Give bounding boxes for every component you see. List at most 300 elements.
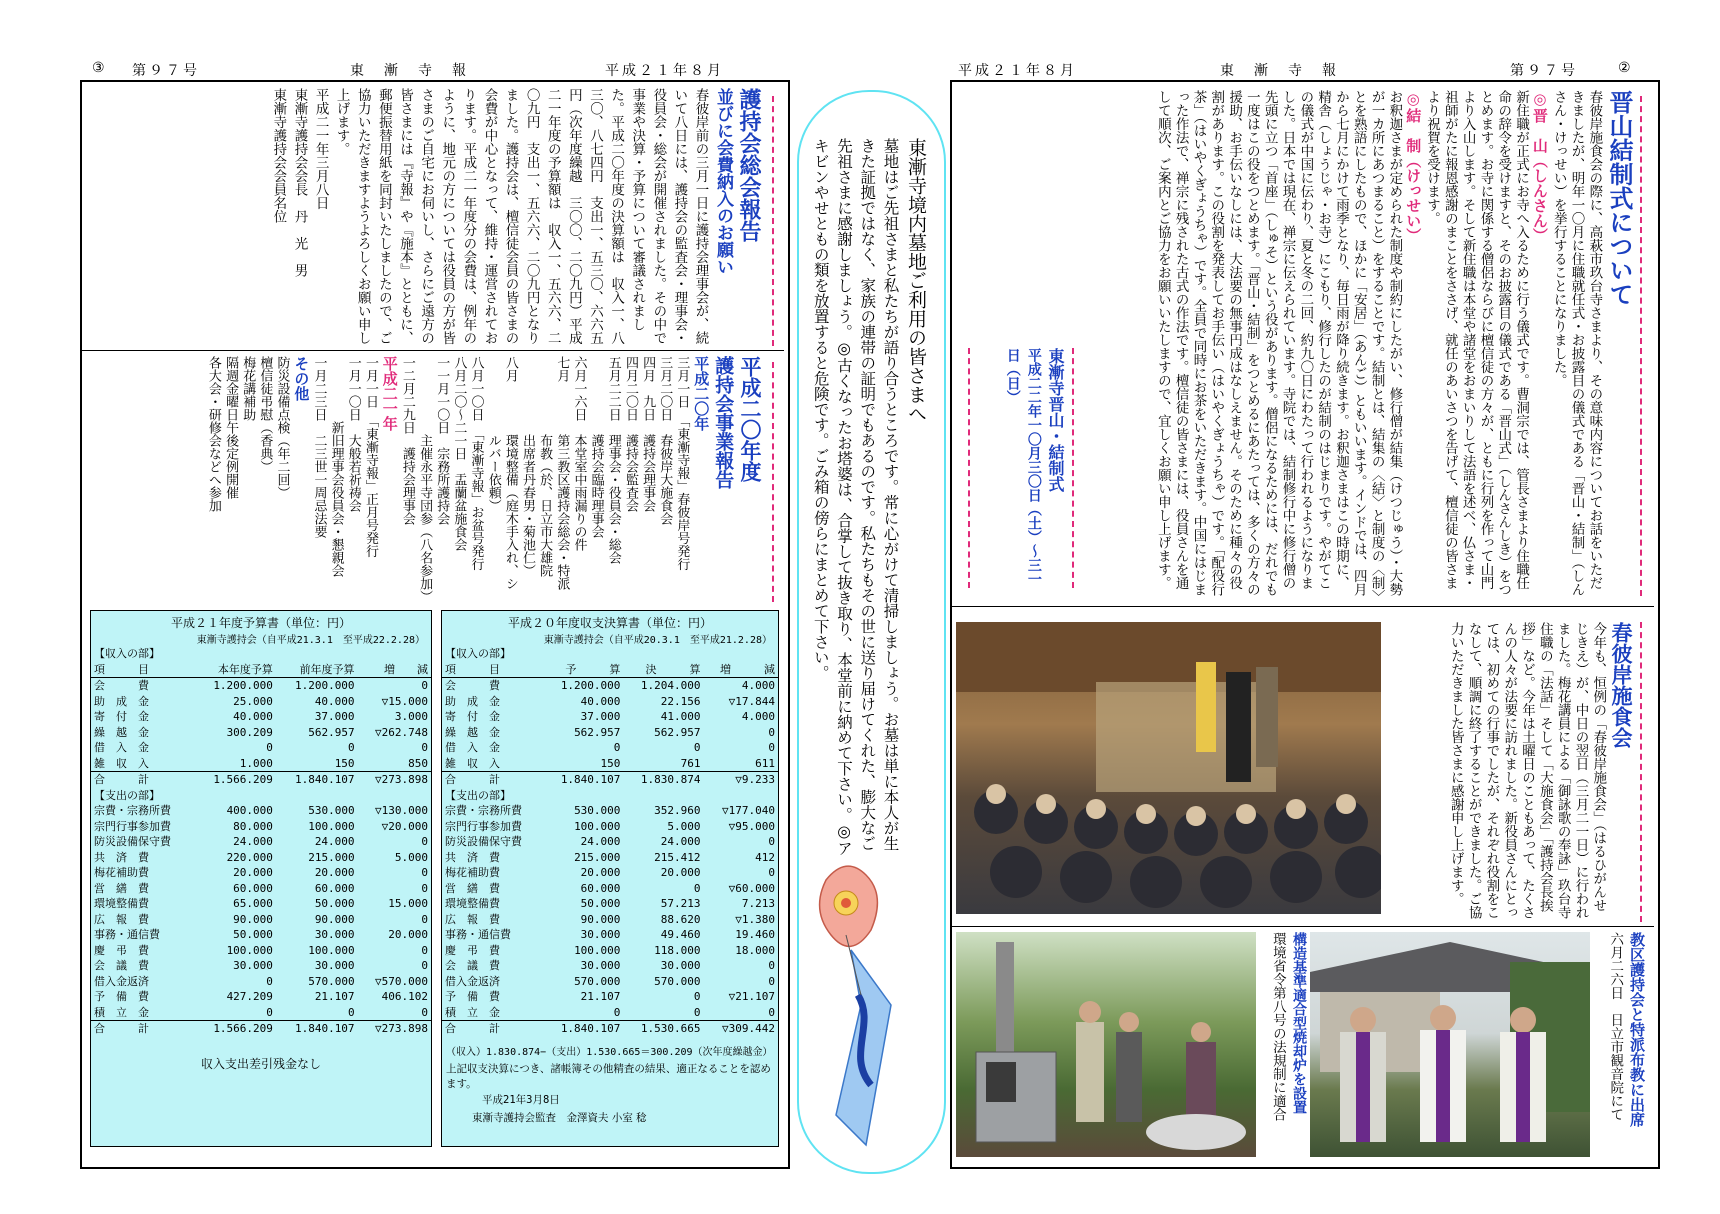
kessan20-title: 平成２０年度収支決算書（単位：円） [507,616,712,630]
row-value: 30.000 [660,959,701,973]
row-value: 90.000 [314,912,355,926]
shinzan-p1: 新住職が正式にお寺へ入るために行う儀式です。曹洞宗では、管長さまより住職任命の辞令を受けますと、そのお披露目の儀式である「晋山式」（しんさんしき）をつとめます。お寺に関係する僧侶ならびに檀信徒の方々が、ともに行列を作って山門より入山します。そして新住職は本堂や諸堂をおまいりして法語を述べ、仏さま・祖師がたに報恩感謝のまことをささげ、就任のあいさつを告げて、檀信徒の皆さまより祝賀を受けます。 [1424,90,1530,597]
row-value: 50.000 [314,897,355,911]
row-value: 24.000 [580,835,621,849]
boti-body: 墓地はご先祖さまと私たちが語り合うところです。常に心がけて清掃しましょう。お墓は単に本人が生きた証拠ではなく、家族の連帯の証明でもあるのです。私たちもその世に送り届けてくれた、膨大なご先祖さまに感謝しましょう。◎古くなったお塔婆は、合掌して抜き取り、本堂前に納めて下さい。◎アキビンやせともの類を放置すると危険です。ごみ箱の傍らにまとめて下さい。 [811,138,900,856]
row-value: 予 算 [543,662,623,678]
expense-row [442,958,778,974]
kyouku-photo [1310,932,1590,1157]
jigyou-item: 一月一〇日 大般若祈祷会 [345,356,361,512]
expense-row [442,974,778,990]
expense-row [442,927,778,943]
row-value: 20.000 [580,866,621,880]
row-value: 0 [768,741,775,755]
jigyou-other-item: 各大会・研修会などへ参加 [205,356,221,512]
income-section-label [442,646,778,662]
row-value: 611 [704,756,778,772]
row-value: 0 [421,866,428,880]
row-label: 共 済 費 [94,850,149,864]
row-value: 18.000 [735,943,775,957]
row-label: 共 済 費 [445,850,500,864]
income-total-row [442,772,778,788]
row-value: 1.000 [194,756,276,772]
row-value: 30.000 [314,928,355,942]
jigyou-item: 四月二〇日 護持会監査会 [622,356,638,512]
expense-row [91,881,431,897]
row-value: 100.000 [226,943,273,957]
jigyou-subtitle: 護持会事業報告 [712,356,735,489]
expense-row [442,819,778,835]
row-value: ▽9.233 [735,773,775,787]
row-value: 0 [693,741,701,755]
budget21-org: 東漸寺護持会（自平成21.3.1 至平成22.2.28） [196,635,425,646]
goshikai-title: 護持会総会報告 [736,88,761,242]
goshikai-sign-members: 東漸寺護持会会員名位 [270,88,287,223]
row-label: 防災設備保守費 [445,835,522,849]
wind-chime-illustration [806,855,936,1155]
row-value: 増 減 [358,662,431,678]
row-value: ▽17.844 [728,694,775,708]
row-value: 0 [266,741,273,755]
row-value: 570.000 [654,974,701,988]
row-label: 営 繕 費 [445,881,500,895]
row-value: 40.000 [580,694,621,708]
row-label: 合 計 [445,773,500,787]
row-value: 427.209 [226,990,273,1004]
row-value: 57.213 [660,897,701,911]
income-row [91,756,431,772]
jigyou-item: 布教（於、日立市大雄院 [537,356,553,577]
row-value: 0 [623,1005,703,1021]
row-value: 0 [768,725,775,739]
row-label: 積 立 金 [91,1005,194,1021]
row-value: 80.000 [233,819,273,833]
row-label: 会 費 [94,679,149,693]
row-value: 1.566.209 [213,1022,273,1036]
income-row [91,678,431,694]
row-value: 570.000 [308,974,355,988]
income-section-label-text: 【収入の部】 [445,647,511,661]
row-value: 0 [421,912,428,926]
row-value: 37.000 [314,710,355,724]
jigyou-item: 三月二〇日 春彼岸大施食会 [657,356,673,525]
row-value: 4.000 [741,679,775,693]
expense-row [91,1005,431,1021]
jigyou-item: 八月一〇日 「東漸寺報」お盆号発行 [468,356,484,571]
expense-row [442,896,778,912]
row-label: 慶 弔 費 [445,943,500,957]
row-value: 1.840.107 [294,773,355,787]
row-value: 0 [613,741,621,755]
row-value: 21.107 [580,990,621,1004]
row-value: 49.460 [660,928,701,942]
kessan20-formula: （収入）1.830.874−（支出）1.530.665＝300.209（次年度繰越金） [446,1046,773,1058]
row-value: 20.000 [388,928,428,942]
row-value: 増 減 [704,662,778,678]
row-value: 20.000 [233,866,273,880]
budget21-footer: 収入支出差引残金なし [200,1056,321,1071]
row-label: 梅花補助費 [94,866,149,880]
row-value: 21.107 [314,990,355,1004]
row-label: 営 繕 費 [94,881,149,895]
row-value: 0 [421,959,428,973]
expense-section-label-text: 【支出の部】 [445,788,511,802]
income-row [442,725,778,741]
row-label: 広 報 費 [445,912,500,926]
row-value: 0 [347,741,355,755]
row-value: 215.000 [574,850,621,864]
row-value: ▽273.898 [375,1022,428,1036]
expense-row [442,881,778,897]
row-value: 24.000 [233,835,273,849]
row-value: 0 [421,835,428,849]
kessan20-auditors: 東漸寺護持会監査 金澤資夫 小室 稔 [472,1111,647,1124]
row-value: 1.566.209 [213,773,273,787]
row-label: 予 備 費 [445,990,500,1004]
row-value: 0 [768,974,775,988]
row-value: 30.000 [233,959,273,973]
seshiki-dash-border [1640,622,1642,922]
budget21-table [90,610,432,1147]
row-value: 30.000 [314,959,355,973]
row-value: 0 [693,990,701,1004]
row-value: 30.000 [580,928,621,942]
row-value: 0 [768,835,775,849]
row-value: 30.000 [580,959,621,973]
row-value: 220.000 [226,850,273,864]
jigyou-year1: 平成二〇年 [692,356,711,431]
row-value: 0 [194,1005,276,1021]
row-value: 1.200.000 [294,679,355,693]
seshiki-photo [956,622,1381,914]
row-value: ▽177.040 [722,804,775,818]
row-value: ▽273.898 [375,773,428,787]
expense-row [442,1005,778,1021]
jigyou-item: 新旧理事会役員会・懇親会 [328,356,344,577]
row-value: 0 [276,1005,358,1021]
row-value: 60.000 [233,881,273,895]
boti-notice [808,138,930,858]
row-value: 60.000 [314,881,355,895]
row-value: 本年度予算 [194,662,276,678]
row-value: ▽60.000 [728,881,775,895]
shinzan-title: 晋山結制式について [1605,90,1633,306]
income-row [91,709,431,725]
expense-section-label [91,788,431,804]
row-value: 1.530.665 [640,1022,701,1036]
row-value: 15.000 [388,897,428,911]
row-value: 300.209 [226,725,273,739]
row-value: 37.000 [580,710,621,724]
row-value: 850 [358,756,431,772]
row-value: 100.000 [574,943,621,957]
kankyou-photo [956,932,1256,1157]
left-page-number: ③ [92,60,108,76]
kessan20-org: 東漸寺護持会（自平成20.3.1 至平成21.2.28） [543,635,772,646]
row-value: 150 [276,756,358,772]
expense-row [91,850,431,866]
row-value: 90.000 [233,912,273,926]
schedule-title: 東漸寺晋山・結制式 [1046,348,1065,492]
row-value: 0 [768,866,775,880]
row-value: 1.200.000 [560,679,621,693]
expense-row [442,943,778,959]
row-label: 借入金返済 [445,974,500,988]
row-value: 0 [768,959,775,973]
jigyou-item: 一一月一〇日 宗務所護持会 [434,356,450,525]
boti-title: 東漸寺境内墓地ご利用の皆さまへ [905,138,927,423]
row-label: 環境整備費 [94,897,149,911]
jigyou-item: 出席者丹春男・菊池仁） [520,356,535,577]
row-value: 20.000 [314,866,355,880]
row-value: 530.000 [574,804,621,818]
row-label: 合 計 [94,773,149,787]
row-value: 530.000 [308,804,355,818]
row-label: 寄 付 金 [94,710,149,724]
row-value: 761 [623,756,703,772]
kankyou-caption: 環境省令第八号の法規制に適合 [1269,932,1286,1121]
row-value: 0 [358,1005,431,1021]
table-header-row [442,662,778,678]
expense-row [442,803,778,819]
row-label: 会 議 費 [94,959,149,973]
row-value: 1.840.107 [560,1022,621,1036]
row-label: 会 議 費 [445,959,500,973]
row-value: 41.000 [660,710,701,724]
expense-row [91,803,431,819]
right-page-number: ② [1618,60,1634,76]
row-value: ▽309.442 [722,1022,775,1036]
budget21-title: 平成２１年度予算書（単位：円） [170,616,351,630]
row-value: ▽20.000 [381,819,428,833]
expense-row [91,943,431,959]
row-value: 0 [421,943,428,957]
row-label: 項 目 [442,662,543,678]
row-label: 合 計 [445,1022,500,1036]
jigyou-item: 一二月二九日 護持会理事会 [399,356,415,525]
right-divider-lower [952,926,1654,927]
row-value: 1.840.107 [560,773,621,787]
row-value: 100.000 [574,819,621,833]
kessan20-audit-date: 平成21年3月8日 [482,1093,560,1106]
goshikai-dash-border [772,96,774,346]
right-issue-date: 平成２１年８月 [958,63,1077,79]
jigyou-other-title: その他 [292,356,311,401]
row-value: 570.000 [574,974,621,988]
row-value: ▽21.107 [728,990,775,1004]
jigyou-item: 主催永平寺団参（八名参加） [417,356,433,603]
jigyou-other-item: 梅花講補助 [240,356,256,421]
expense-row [91,819,431,835]
income-section-label [91,646,431,662]
row-value: ▽262.748 [375,725,428,739]
expense-row [91,974,431,990]
jigyou-item: 八月 環境整備（庭木手入れ、シ [502,356,518,590]
row-label: 宗門行事参加費 [94,819,171,833]
row-value: ▽1.380 [735,912,775,926]
row-label: 雑 収 入 [442,756,543,772]
row-label: 宗門行事参加費 [445,819,522,833]
jigyou-item: 八月二〇〜二一日 盂蘭盆施食会 [451,356,467,551]
jigyou-dash-border [772,362,774,602]
jigyou-item: ルバー依頼） [485,356,501,512]
row-label: 環境整備費 [445,897,500,911]
row-value: 0 [543,1005,623,1021]
row-value: 562.957 [308,725,355,739]
row-value: 412 [755,850,775,864]
row-label: 慶 弔 費 [94,943,149,957]
jigyou-item: 一月一日 「東漸寺報」正月号発行 [362,356,378,558]
row-value: ▽15.000 [381,694,428,708]
right-issue-number: 第９７号 [1510,63,1578,79]
row-value: 1.200.000 [213,679,273,693]
row-value: 90.000 [580,912,621,926]
row-value: 1.204.000 [640,679,701,693]
row-value: 40.000 [233,710,273,724]
budget21-grid [91,646,431,1037]
row-label: 借 入 金 [445,741,500,755]
expense-row [442,989,778,1005]
shinzan-body: 春彼岸施食会の際に、高萩市玖台寺さまより、その意味内容についてお話をいただきましたが、明年一〇月に住職就任式・お披露目の儀式である「晋山・結制」（しんさん・けっせい）を挙行することになりました。 [1550,90,1603,597]
row-value: 400.000 [226,804,273,818]
income-row [91,694,431,710]
kankyou-article [1264,932,1310,1157]
row-label: 合 計 [94,1022,149,1036]
seshiki-article [1390,622,1634,922]
shinzan-dash-border [1640,96,1642,596]
row-value: 118.000 [654,943,701,957]
row-label: 会 費 [445,679,500,693]
kyouku-article [1596,932,1648,1157]
expense-row [91,834,431,850]
row-value: 0 [421,741,428,755]
jigyou-item: 五月二二日 理事会・役員会・総会 [605,356,621,564]
expense-total-row [442,1021,778,1037]
row-value: 1.830.874 [640,773,701,787]
row-value: ▽95.000 [728,819,775,833]
kessan20-table [441,610,779,1147]
expense-total-row [91,1021,431,1037]
row-value: 0 [421,679,428,693]
row-label: 広 報 費 [94,912,149,926]
kessan20-grid [442,646,778,1037]
row-value: 100.000 [308,819,355,833]
left-issue-date: 平成２１年８月 [605,63,724,79]
row-value: 352.960 [654,804,701,818]
row-value: 20.000 [660,866,701,880]
income-section-label-text: 【収入の部】 [94,647,160,661]
row-value: 24.000 [660,835,701,849]
row-label: 項 目 [91,662,194,678]
jigyou-item: 護持会臨時理事会 [588,356,604,538]
goshikai-sign-date: 平成二一年三月八日 [312,88,329,210]
expense-row [442,850,778,866]
row-value: 5.000 [394,850,428,864]
row-label: 助 成 金 [445,694,500,708]
row-label: 宗費・宗務所費 [445,804,522,818]
row-value: 前年度予算 [276,662,358,678]
row-value: 100.000 [308,943,355,957]
row-label: 借入金返済 [94,974,149,988]
seshiki-body: 今年も、恒例の「春彼岸施食会」（はるひがんせじきえ）が、中日の翌日（三月二一日）に行われました。梅花講員による「御詠歌の奉詠」玖台寺住職の「法話」そして「大施食会」「護持会長挨拶」など。今年は土曜日のこともあって、たくさんの人々が法要に訪れました。新役員さんにとっては、初めての行事でしたが、それぞれ役割をこなして、順調に終了することができました。ご協力いただきました皆さまに感謝申し上げます。 [1447,622,1607,919]
expense-section-label-text: 【支出の部】 [94,788,160,802]
row-value: ▽570.000 [375,974,428,988]
expense-row [91,927,431,943]
row-value: ▽130.000 [375,804,428,818]
row-value: 215.000 [308,850,355,864]
goshikai-article [88,88,763,346]
jigyou-item: 六月一六日 本堂室中雨漏りの件 [571,356,587,551]
row-value: 決 算 [623,662,703,678]
jigyou-item: 三月一日 「東漸寺報」春彼岸号発行 [674,356,690,571]
row-value: 562.957 [654,725,701,739]
right-divider-upper [952,606,1654,607]
table-header-row [91,662,431,678]
row-value: 25.000 [233,694,273,708]
jigyou-title: 平成二〇年度 [738,356,762,482]
left-paper-title: 東 漸 寺 報 [350,63,469,79]
row-value: 24.000 [314,835,355,849]
jigyou-other-item: 防災設備点検（年二回） [274,356,290,499]
jigyou-other-item: 檀信徒弔慰（香典） [257,356,273,473]
row-label: 梅花補助費 [445,866,500,880]
row-label: 防災設備保守費 [94,835,171,849]
income-row [442,756,778,772]
expense-row [442,912,778,928]
row-value: 65.000 [233,897,273,911]
goshikai-subtitle: 並びに会費納入のお願い [712,88,733,275]
row-label: 事務・通信費 [94,928,160,942]
row-value: 0 [693,881,701,895]
shinzan-schedule [968,348,1074,588]
row-value: 562.957 [574,725,621,739]
left-issue-number: 第９７号 [132,63,200,79]
row-value: 3.000 [394,710,428,724]
row-label: 借 入 金 [94,741,149,755]
row-label: 繰 越 金 [445,725,500,739]
kyouku-title: 教区護持会と特派布教に出席 [1628,932,1646,1127]
shinzan-h1: ◎晋 山（しんさん） [1530,90,1549,243]
row-label: 寄 付 金 [445,710,500,724]
row-value: 0 [421,881,428,895]
shinzan-p2: お釈迦さまが定められた制度や制約にしたがい、修行僧が結集（けつじゅう）・大勢が一カ所にあつまること）をすることです。結制とは、結集の〈結〉と制度の〈制〉とを熟語にしたもので、ほかに「安居」（あんご）ともいいます。インドでは、四月から七月にかけて雨季となり、毎日雨が降り続きます。お釈迦さまはこの時期に、精舎（しょうじゃ・お寺）にこもり、修行したのが結制のはじまりです。やがてこの儀式が中国に伝わり、夏と冬の二回、約九〇日にわたって行われるようになりました。日本では現在、禅宗に伝えられています。寺院では、結制修行中に修行僧の先頭に立つ「首座」（しゅそ）という役があります。僧侶になるためには、だれでも一度はこの役をつとめます。「晋山・結制」をつとめるにあたっては、多くの方々の援助、お手伝いなしには、大法要の無事円成はなしえません。そのために種々の役割があります。この役割を発表してお手伝い（はいやくぎょうちゃ）です。「配役行茶」（はいやくぎょうちゃ）です。全員で同時にお茶をいただきます。中国にはじまった作法で、禅宗に残された古式の作法です。檀信徒の皆さまには、役員さんを通して順次、ご案内とご協力をお願いいたしますので、宜しくお願い申し上げます。 [1154,90,1403,597]
row-value: 19.460 [735,928,775,942]
income-total-row [91,772,431,788]
jigyou-year2: 平成二一年 [380,356,399,431]
row-value: 22.156 [660,694,701,708]
row-value: 406.102 [381,990,428,1004]
expense-row [91,912,431,928]
expense-row [442,865,778,881]
row-label: 宗費・宗務所費 [94,804,171,818]
expense-row [91,865,431,881]
goshikai-sign-head: 東漸寺護持会会長 丹 光 男 [291,88,308,277]
jigyou-item: 七月 第三教区護持会総会・特派 [554,356,570,590]
row-value: 50.000 [580,897,621,911]
jigyou-article [88,356,763,606]
seshiki-title: 春彼岸施食会 [1609,622,1633,748]
row-value: 0 [266,974,273,988]
income-row [442,678,778,694]
kankyou-title: 構造基準適合型焼却炉を設置 [1291,932,1307,1114]
row-label: 積 立 金 [442,1005,543,1021]
kyouku-caption: 六月二六日 日立市観音院にて [1607,932,1624,1121]
right-paper-title: 東 漸 寺 報 [1220,63,1339,79]
row-value: 60.000 [580,881,621,895]
income-row [442,740,778,756]
row-value: 215.412 [654,850,701,864]
row-label: 事務・通信費 [445,928,511,942]
